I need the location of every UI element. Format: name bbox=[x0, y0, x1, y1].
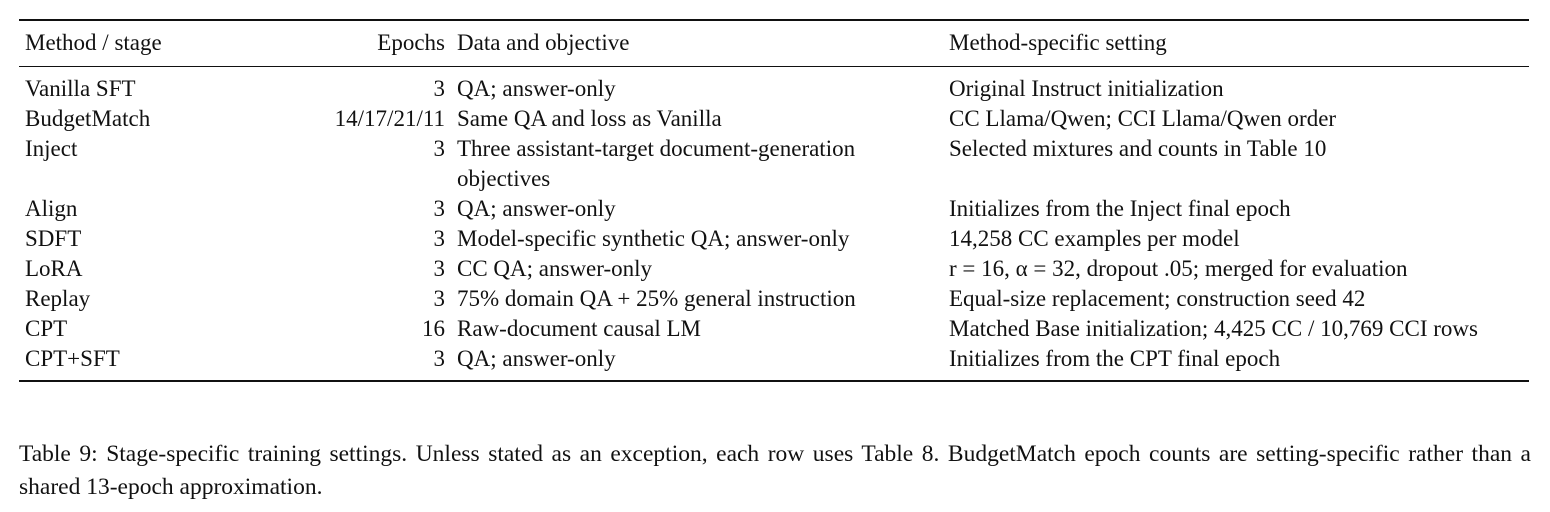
training-settings-table bbox=[19, 19, 1529, 382]
cell-data: Three assistant-target document-generation objectives bbox=[457, 136, 856, 191]
table-row bbox=[19, 224, 1529, 254]
header-row bbox=[19, 20, 1529, 67]
table-row bbox=[19, 194, 1529, 224]
table-row bbox=[19, 134, 1529, 194]
header-data: Data and objective bbox=[457, 30, 630, 55]
table-row bbox=[19, 254, 1529, 284]
cell-data: Model-specific synthetic QA; answer-only bbox=[457, 226, 850, 251]
table-caption: Table 9: Stage-specific training settings. Unless stated as an exception, each row uses Table 8. BudgetMatch epoch counts are setting-specific rather than a shared 13-epoch approximation. bbox=[19, 441, 1531, 500]
cell-method: BudgetMatch bbox=[25, 106, 151, 131]
cell-method: Replay bbox=[25, 286, 91, 311]
cell-epochs: 3 bbox=[433, 196, 445, 221]
cell-setting: r = 16, α = 32, dropout .05; merged for evaluation bbox=[949, 256, 1408, 281]
header-setting: Method-specific setting bbox=[949, 30, 1167, 55]
training-settings-table-container bbox=[19, 19, 1529, 382]
cell-setting: CC Llama/Qwen; CCI Llama/Qwen order bbox=[949, 106, 1337, 131]
cell-setting: Selected mixtures and counts in Table 10 bbox=[949, 136, 1327, 161]
cell-data: CC QA; answer-only bbox=[457, 256, 653, 281]
table-row bbox=[19, 67, 1529, 105]
cell-method: Vanilla SFT bbox=[25, 76, 136, 101]
cell-epochs: 3 bbox=[433, 76, 445, 101]
cell-method: CPT bbox=[25, 316, 68, 341]
cell-epochs: 16 bbox=[422, 316, 445, 341]
cell-epochs: 3 bbox=[433, 136, 445, 161]
cell-method: LoRA bbox=[25, 256, 83, 281]
cell-setting: Original Instruct initialization bbox=[949, 76, 1224, 101]
table-body bbox=[19, 67, 1529, 382]
table-header bbox=[19, 20, 1529, 67]
cell-epochs: 3 bbox=[433, 226, 445, 251]
cell-method: SDFT bbox=[25, 226, 82, 251]
table-row bbox=[19, 344, 1529, 381]
cell-method: CPT+SFT bbox=[25, 346, 120, 371]
cell-data: 75% domain QA + 25% general instruction bbox=[457, 286, 856, 311]
cell-data: Same QA and loss as Vanilla bbox=[457, 106, 722, 131]
header-epochs: Epochs bbox=[377, 30, 445, 55]
cell-epochs: 14/17/21/11 bbox=[334, 106, 445, 131]
cell-epochs: 3 bbox=[433, 286, 445, 311]
cell-data: Raw-document causal LM bbox=[457, 316, 701, 341]
cell-method: Align bbox=[25, 196, 78, 221]
cell-setting: 14,258 CC examples per model bbox=[949, 226, 1240, 251]
cell-setting: Initializes from the CPT final epoch bbox=[949, 346, 1281, 371]
cell-data: QA; answer-only bbox=[457, 76, 616, 101]
cell-setting: Initializes from the Inject final epoch bbox=[949, 196, 1291, 221]
cell-data: QA; answer-only bbox=[457, 346, 616, 371]
table-row bbox=[19, 104, 1529, 134]
table-row bbox=[19, 314, 1529, 344]
cell-epochs: 3 bbox=[433, 346, 445, 371]
header-method: Method / stage bbox=[25, 30, 162, 55]
cell-setting: Matched Base initialization; 4,425 CC / 10,769 CCI rows bbox=[949, 316, 1478, 341]
table-row bbox=[19, 284, 1529, 314]
cell-data: QA; answer-only bbox=[457, 196, 616, 221]
cell-epochs: 3 bbox=[433, 256, 445, 281]
cell-setting: Equal-size replacement; construction seed 42 bbox=[949, 286, 1366, 311]
cell-method: Inject bbox=[25, 136, 78, 161]
